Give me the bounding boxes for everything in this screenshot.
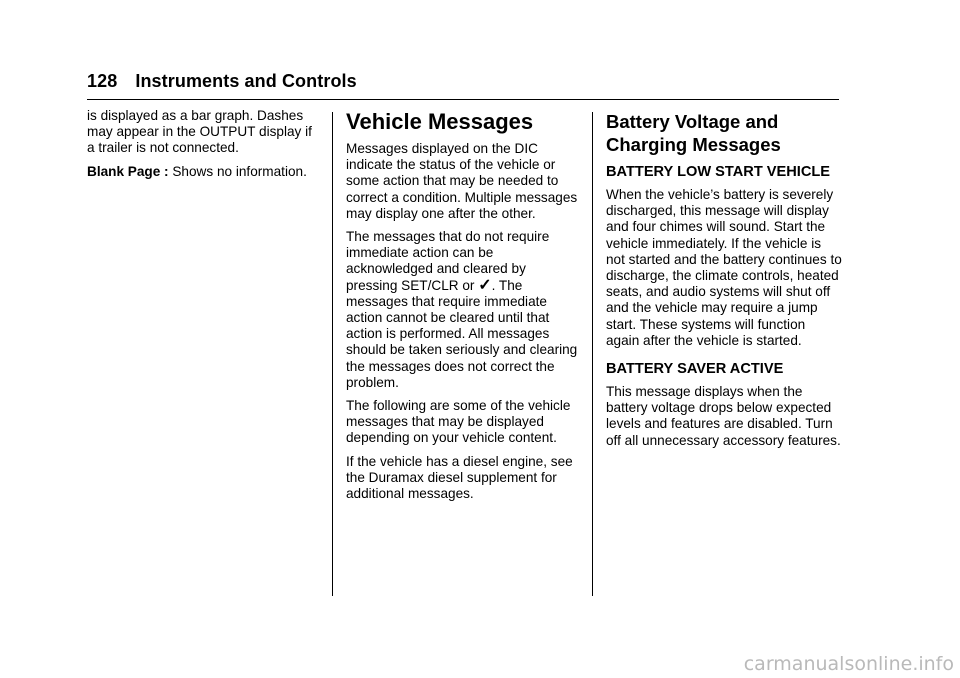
page-header <box>87 71 357 92</box>
battery-low-heading: BATTERY LOW START VEHICLE <box>606 164 831 180</box>
battery-heading: Battery Voltage and Charging Messages <box>606 111 781 155</box>
battery-saver-heading: BATTERY SAVER ACTIVE <box>606 361 784 378</box>
watermark: carmanualsonline.info <box>743 653 954 675</box>
blank-page-entry <box>87 164 323 180</box>
blank-page-description: Shows no information. <box>168 163 307 179</box>
battery-saver-text: This message displays when the battery voltage drops below expected levels and features are disabled. Turn off all unnecessary accessory features. <box>606 384 841 448</box>
column-right <box>606 108 842 456</box>
battery-low-text: When the vehicle’s battery is severely discharged, this message will display and four chimes will sound. Start the vehicle immediately. If the vehicle is not started and the battery continues to discharge, the climate controls, heated seats, and audio systems will shut off and the vehicle may require a jump start. These systems will function again after the vehicle is started. <box>606 187 842 348</box>
column-middle <box>346 108 580 509</box>
vehicle-messages-clearing <box>346 229 580 391</box>
clearing-text-a: The messages that do not require immediate action can be acknowledged and cleared by pressing SET/CLR or <box>346 229 550 293</box>
blank-page-term: Blank Page : <box>87 163 169 179</box>
clearing-text-b: . The messages that require immediate action cannot be cleared until that action is performed. All messages should be taken seriously and clearing the messages does not correct the problem. <box>346 277 578 390</box>
page-number: 128 <box>87 71 118 91</box>
vehicle-messages-heading: Vehicle Messages <box>346 109 534 134</box>
vehicle-messages-intro: Messages displayed on the DIC indicate the status of the vehicle or some action that may be needed to correct a condition. Multiple messages may display one after the other. <box>346 141 578 221</box>
section-title: Instruments and Controls <box>135 71 357 91</box>
continued-paragraph: is displayed as a bar graph. Dashes may appear in the OUTPUT display if a trailer is not connected. <box>87 108 312 156</box>
checkmark-icon: ✓ <box>478 276 492 294</box>
diesel-note: If the vehicle has a diesel engine, see the Duramax diesel supplement for additional messages. <box>346 453 573 502</box>
column-divider-2 <box>592 112 593 596</box>
column-left <box>87 108 323 187</box>
header-rule <box>87 99 839 100</box>
vehicle-messages-list-intro: The following are some of the vehicle messages that may be displayed depending on your vehicle content. <box>346 398 571 446</box>
column-divider-1 <box>332 112 333 596</box>
